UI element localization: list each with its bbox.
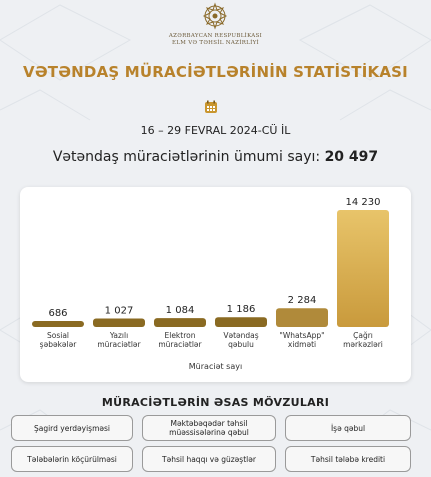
category-label: "WhatsApp"	[279, 331, 325, 340]
org-name-line2: ELM VƏ TƏHSİL NAZİRLİYİ	[171, 40, 260, 46]
topic-pill: Tələbələrin köçürülməsi	[11, 446, 133, 472]
bar	[215, 317, 267, 327]
total-line	[0, 149, 431, 165]
category-label: Elektron	[164, 331, 196, 340]
bar-value-label: 1 186	[226, 304, 256, 316]
org-name-line1: AZƏRBAYCAN RESPUBLİKASI	[168, 33, 263, 39]
date-range: 16 – 29 FEVRAL 2024-CÜ İL	[140, 124, 291, 137]
category-label: xidməti	[287, 340, 317, 349]
topic-pill: Şagird yerdəyişməsi	[11, 415, 133, 441]
bar	[337, 210, 389, 327]
bar	[276, 308, 328, 327]
category-label: şəbəkələr	[39, 340, 77, 349]
topic-pill: Təhsil tələbə krediti	[285, 446, 411, 472]
total-label: Vətəndaş müraciətlərinin ümumi sayı:	[52, 149, 321, 165]
page-title: VƏTƏNDAŞ MÜRACİƏTLƏRİNİN STATİSTİKASI	[23, 63, 408, 81]
bar	[93, 319, 145, 327]
category-label: mərkəzləri	[343, 340, 383, 349]
category-label: qəbulu	[228, 340, 254, 349]
ministry-emblem-icon	[196, 2, 234, 32]
topics-title: MÜRACİƏTLƏRİN ƏSAS MÖVZULARI	[101, 396, 330, 409]
category-label: müraciətlər	[158, 340, 202, 349]
bar	[32, 321, 84, 327]
topic-pill: Təhsil haqqı və güzəştlər	[142, 446, 276, 472]
category-label: Sosial	[46, 331, 70, 340]
category-label: müraciətlər	[97, 340, 141, 349]
category-label: Çağrı	[353, 331, 373, 340]
chart-card	[20, 187, 411, 382]
bar-value-label: 14 230	[345, 197, 381, 208]
calendar-icon	[204, 100, 218, 114]
category-label: Vətəndaş	[223, 331, 259, 340]
x-axis-title: Müraciət sayı	[188, 362, 243, 371]
category-label: Yazılı	[109, 331, 129, 340]
topic-pill: Məktəbəqədər təhsil müəssisələrinə qəbul	[142, 415, 276, 441]
bar-value-label: 2 284	[287, 295, 317, 307]
bar-value-label: 1 027	[104, 305, 134, 317]
bar-value-label: 1 084	[165, 305, 195, 317]
bar-value-label: 686	[48, 308, 68, 319]
topic-pill: İşə qəbul	[285, 415, 411, 441]
bar	[154, 318, 206, 327]
bar-chart	[20, 187, 411, 382]
total-value: 20 497	[324, 149, 379, 165]
